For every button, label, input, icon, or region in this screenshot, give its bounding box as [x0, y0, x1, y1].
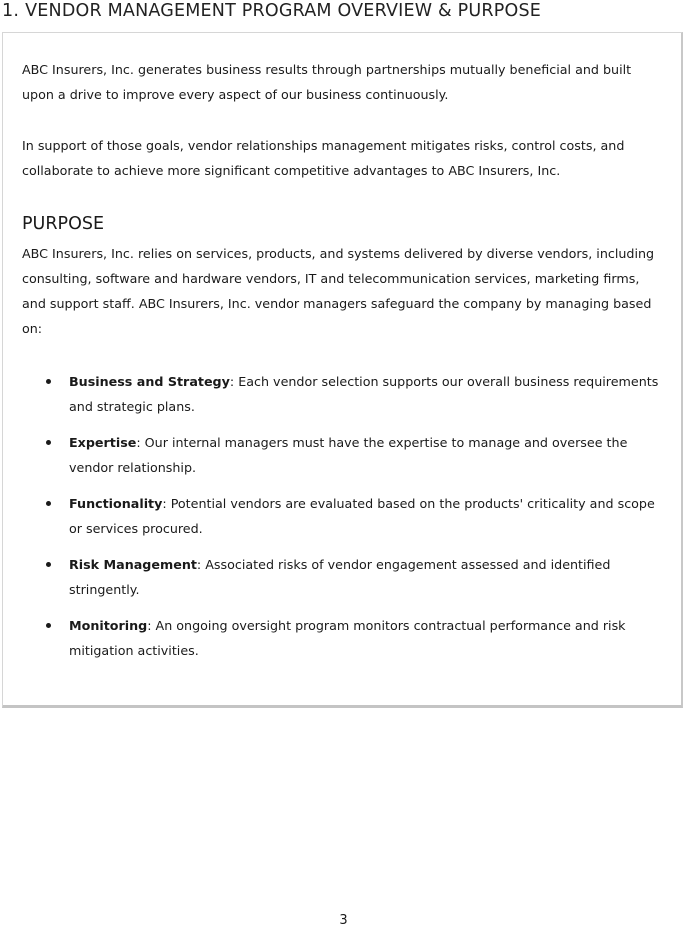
bullet-dot-icon [46, 623, 51, 628]
bullet-term: Functionality [69, 496, 163, 511]
bullet-text: : Associated risks of vendor engagement assessed and identified stringently. [69, 557, 611, 597]
overview-paragraph-1: ABC Insurers, Inc. generates business results through partnerships mutually beneficial and built upon a drive to improve every aspect of our business continuously. [22, 62, 632, 102]
bullet-dot-icon [46, 379, 51, 384]
bullet-text: : Each vendor selection supports our overall business requirements and strategic plans. [69, 374, 659, 414]
section-title: VENDOR MANAGEMENT PROGRAM OVERVIEW & PURPOSE [25, 1, 542, 21]
bullet-text: : Our internal managers must have the expertise to manage and oversee the vendor relationship. [69, 435, 628, 475]
bullet-functionality [22, 491, 667, 541]
purpose-bullet-list [22, 369, 667, 674]
bullet-dot-icon [46, 562, 51, 567]
page-number: 3 [339, 913, 348, 928]
bullet-text: : An ongoing oversight program monitors contractual performance and risk mitigation activities. [69, 618, 626, 658]
bullet-expertise [22, 430, 667, 480]
bullet-dot-icon [46, 440, 51, 445]
bullet-term: Monitoring [69, 618, 148, 633]
bullet-dot-icon [46, 501, 51, 506]
bullet-monitoring [22, 613, 667, 663]
bullet-term: Risk Management [69, 557, 197, 572]
section-number: 1. [2, 1, 20, 21]
purpose-paragraph: ABC Insurers, Inc. relies on services, products, and systems delivered by diverse vendors, including consulting, software and hardware vendors, IT and telecommunication services, marketing firms, and support staff. ABC Insurers, Inc. vendor managers safeguard the company by managing based on: [22, 246, 655, 336]
bullet-business-and-strategy [22, 369, 667, 419]
section-heading [2, 0, 541, 22]
bullet-term: Expertise [69, 435, 137, 450]
bullet-text: : Potential vendors are evaluated based on the products' criticality and scope or services procured. [69, 496, 655, 536]
content-box [2, 32, 683, 708]
purpose-heading: PURPOSE [22, 214, 105, 234]
bullet-term: Business and Strategy [69, 374, 230, 389]
bullet-risk-management [22, 552, 667, 602]
overview-paragraph-2: In support of those goals, vendor relationships management mitigates risks, control costs, and collaborate to achieve more significant competitive advantages to ABC Insurers, Inc. [22, 138, 625, 178]
